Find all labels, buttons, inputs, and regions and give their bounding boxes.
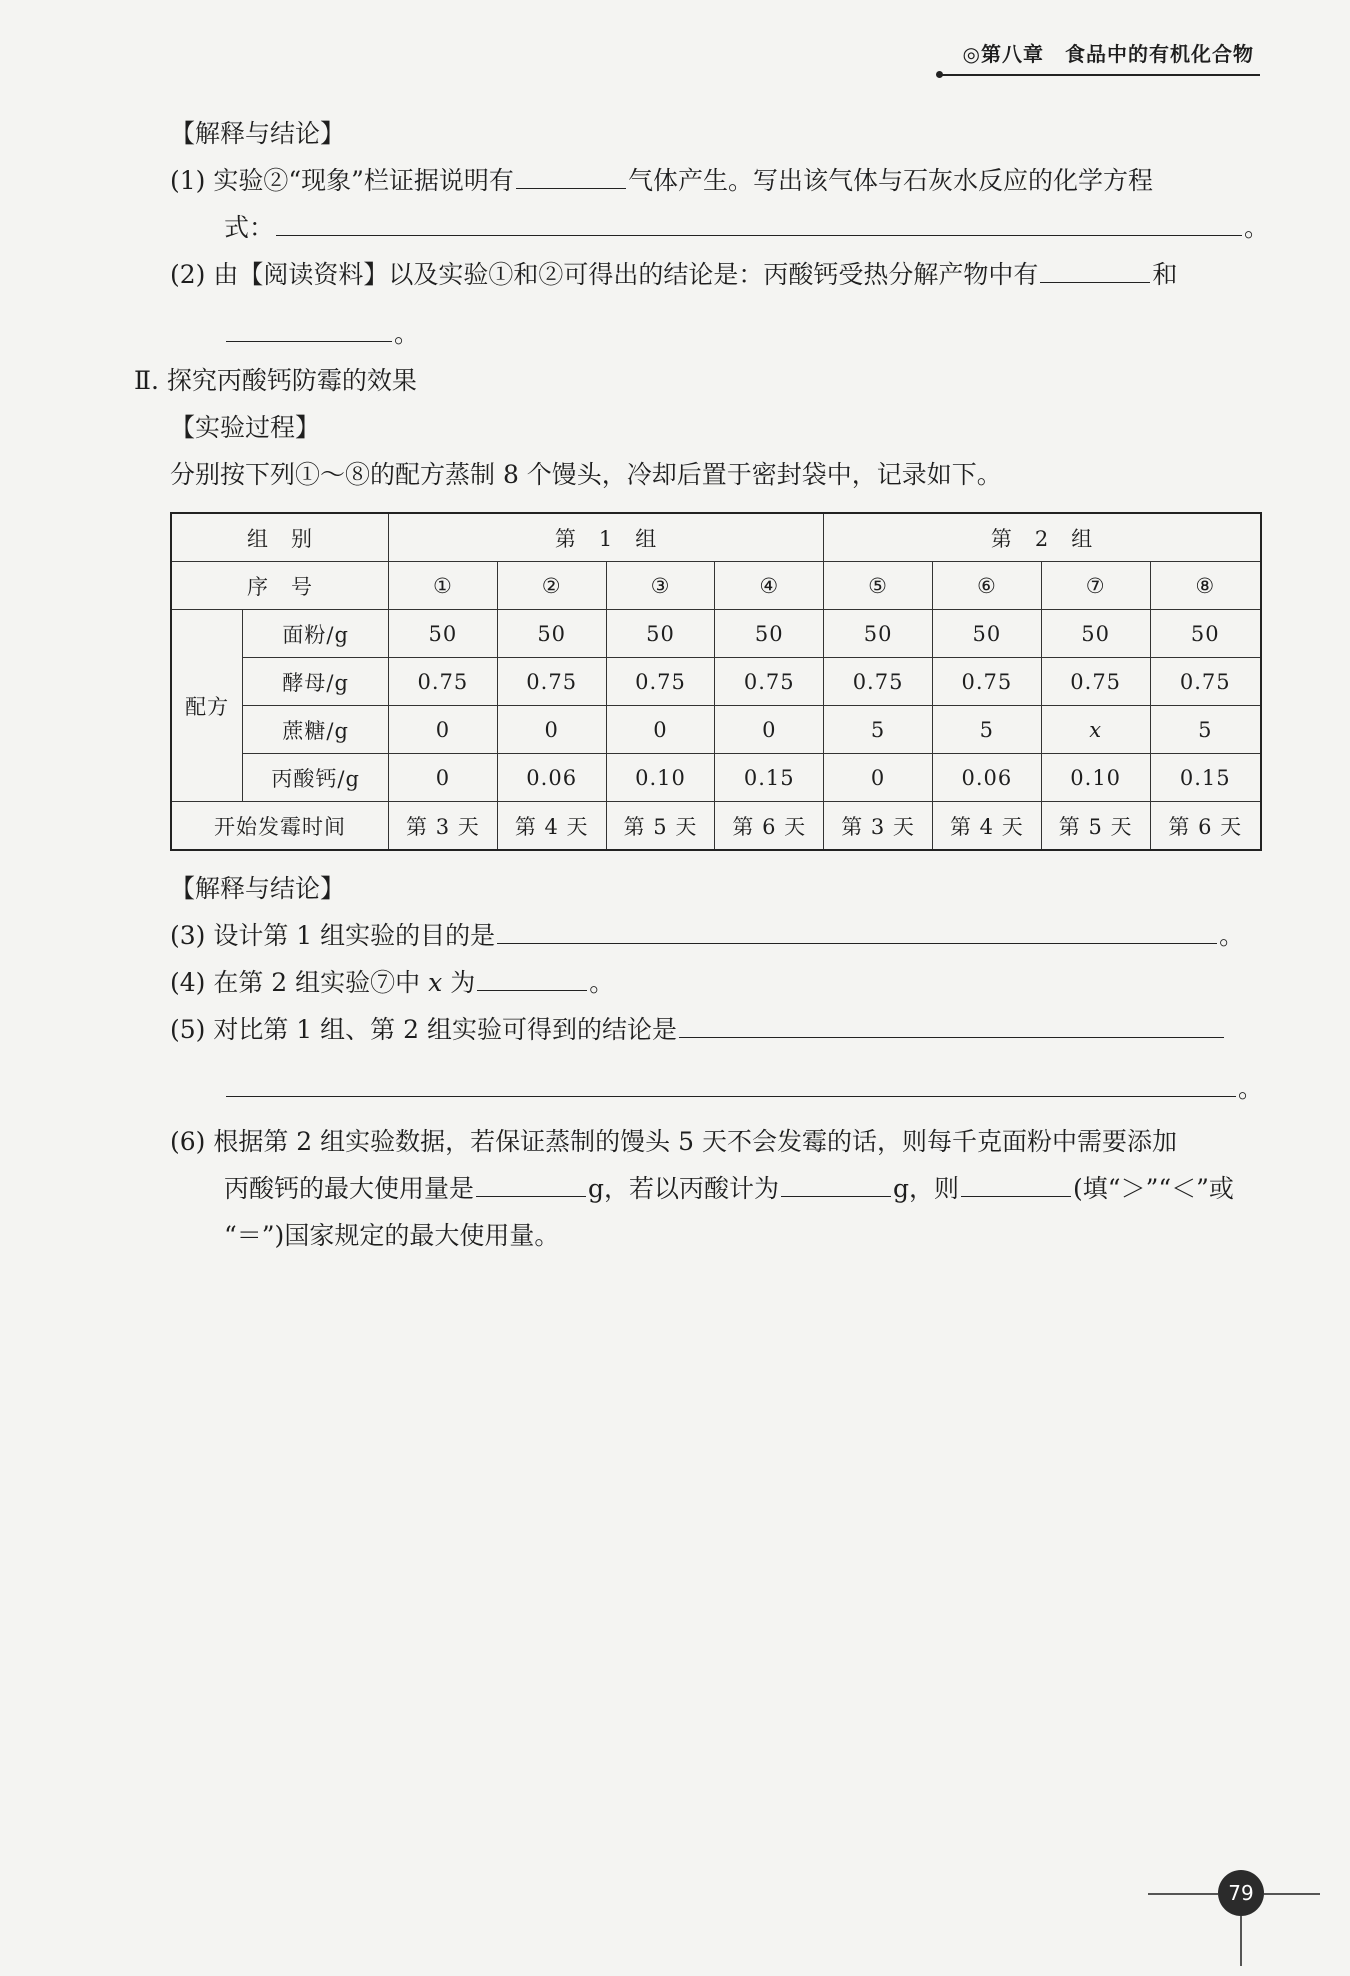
table-cell: 0 [606,706,715,754]
process-description: 分别按下列①～⑧的配方蒸制 8 个馒头，冷却后置于密封袋中，记录如下。 [170,460,1002,489]
table-cell: 50 [715,610,824,658]
question-3: (3) 设计第 1 组实验的目的是 。 [170,912,1260,959]
table-cell: 50 [1041,610,1150,658]
seq-label: 序 号 [171,562,388,610]
seq-cell: ⑥ [932,562,1041,610]
table-cell: 第 4 天 [932,802,1041,851]
page-number: 79 [1218,1870,1264,1916]
question-2-line-1: (2) 由【阅读资料】以及实验①和②可得出的结论是：丙酸钙受热分解产物中有 和 [170,251,1260,298]
experiment-table [170,512,1262,851]
question-1-line-2: 式： 。 [170,204,1260,251]
table-cell: 第 6 天 [1150,802,1261,851]
seq-cell: ③ [606,562,715,610]
seq-cell: ④ [715,562,824,610]
table-row-calcium-propionate [171,754,1261,802]
table-cell: 0.06 [497,754,606,802]
table-cell: 第 4 天 [497,802,606,851]
table-cell: 50 [606,610,715,658]
answer-blank-q5-b[interactable] [226,1066,1236,1097]
table-cell: 0.15 [715,754,824,802]
table-cell: 0 [497,706,606,754]
answer-blank-q6-propionic[interactable] [781,1166,891,1197]
header-rule [940,74,1260,76]
table-cell: 5 [824,706,933,754]
section-heading-process: 【实验过程】 [170,413,321,442]
recipe-label: 配方 [171,610,243,802]
part-2-title: Ⅱ. 探究丙酸钙防霉的效果 [134,366,417,395]
table-cell: 0 [388,706,497,754]
answer-blank-q3[interactable] [497,913,1217,944]
mold-time-label: 开始发霉时间 [171,802,388,851]
answer-blank-q1-equation[interactable] [276,205,1242,236]
table-cell: 第 3 天 [824,802,933,851]
table-cell: 50 [497,610,606,658]
question-6-line-2: 丙酸钙的最大使用量是 g，若以丙酸计为 g，则 (填“＞”“＜”或 [170,1165,1260,1212]
table-row-yeast [171,658,1261,706]
question-4: (4) 在第 2 组实验⑦中 x 为 。 [170,959,1260,1006]
seq-cell: ② [497,562,606,610]
table-cell: 第 3 天 [388,802,497,851]
row-label-yeast: 酵母/g [243,658,389,706]
table-cell: 第 5 天 [606,802,715,851]
question-5-line-2: 。 [170,1065,1260,1112]
table-row-seq [171,562,1261,610]
group-2-header: 第 2 组 [824,513,1261,562]
answer-blank-q6-compare[interactable] [961,1166,1071,1197]
section-heading-explain-2: 【解释与结论】 [170,874,346,903]
variable-x: x [428,968,443,997]
answer-blank-q2-product-1[interactable] [1040,252,1150,283]
seq-cell: ⑤ [824,562,933,610]
question-5-line-1: (5) 对比第 1 组、第 2 组实验可得到的结论是 [170,1006,1260,1053]
answer-blank-q2-product-2[interactable] [226,311,392,342]
chapter-header: ◎第八章 食品中的有机化合物 [962,42,1254,66]
table-row-group [171,513,1261,562]
table-row-flour [171,610,1261,658]
page-content [134,110,1270,1259]
table-row-mold-time [171,802,1261,851]
answer-blank-q1-gas[interactable] [516,158,626,189]
row-label-calcium-propionate: 丙酸钙/g [243,754,389,802]
table-cell: 50 [1150,610,1261,658]
table-cell: 0.75 [388,658,497,706]
group-1-header: 第 1 组 [388,513,823,562]
section-heading-explain-1: 【解释与结论】 [170,119,346,148]
table-cell: 50 [824,610,933,658]
answer-blank-q5-a[interactable] [679,1007,1224,1038]
table-row-sugar [171,706,1261,754]
answer-blank-q6-max[interactable] [476,1166,586,1197]
table-cell: 0.10 [1041,754,1150,802]
table-cell: 5 [932,706,1041,754]
table-cell: 第 6 天 [715,802,824,851]
table-cell: 0.75 [606,658,715,706]
question-2-line-2: 。 [170,310,1260,357]
table-cell: 0 [715,706,824,754]
table-cell: 50 [388,610,497,658]
table-cell: 0.06 [932,754,1041,802]
table-cell: 0.75 [932,658,1041,706]
table-cell: 0.75 [715,658,824,706]
seq-cell: ⑧ [1150,562,1261,610]
seq-cell: ⑦ [1041,562,1150,610]
question-6-line-3: “＝”)国家规定的最大使用量。 [224,1221,560,1250]
table-cell: 0.75 [497,658,606,706]
answer-blank-q4[interactable] [477,960,587,991]
question-1-line-1: (1) 实验②“现象”栏证据说明有 气体产生。写出该气体与石灰水反应的化学方程 [170,157,1260,204]
page-number-line-left [1148,1893,1218,1895]
table-cell: 0.75 [824,658,933,706]
table-cell: 50 [932,610,1041,658]
row-label-sugar: 蔗糖/g [243,706,389,754]
table-cell: 0.75 [1150,658,1261,706]
row-label-flour: 面粉/g [243,610,389,658]
group-label: 组 别 [171,513,388,562]
table-cell: 0 [824,754,933,802]
table-cell: 0.75 [1041,658,1150,706]
question-6-line-1: (6) 根据第 2 组实验数据，若保证蒸制的馒头 5 天不会发霉的话，则每千克面粉中需要添加 [170,1127,1177,1156]
seq-cell: ① [388,562,497,610]
table-cell: 0.10 [606,754,715,802]
table-cell: 第 5 天 [1041,802,1150,851]
table-cell-unknown-x: x [1041,706,1150,754]
table-cell: 5 [1150,706,1261,754]
page-number-line-down [1240,1916,1242,1966]
page-number-line-right [1264,1893,1320,1895]
table-cell: 0.15 [1150,754,1261,802]
table-cell: 0 [388,754,497,802]
